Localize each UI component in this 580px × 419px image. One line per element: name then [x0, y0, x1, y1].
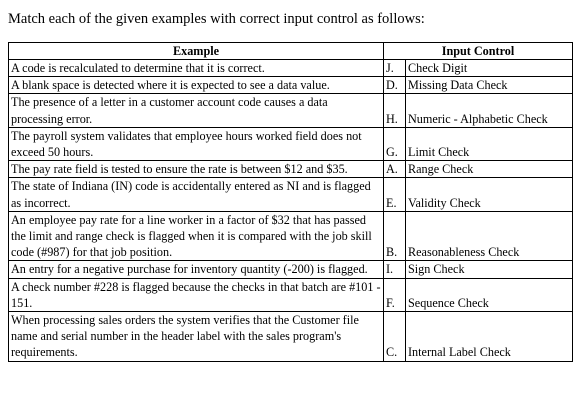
example-cell: An entry for a negative purchase for inventory quantity (-200) is flagged.	[9, 261, 384, 278]
answer-letter: J.	[384, 60, 406, 77]
table-row	[9, 261, 573, 278]
answer-letter: H.	[384, 94, 406, 127]
input-control-cell: Missing Data Check	[406, 77, 573, 94]
answer-letter: G.	[384, 127, 406, 160]
table-row	[9, 211, 573, 261]
header-example: Example	[9, 43, 384, 60]
answer-letter: B.	[384, 211, 406, 261]
input-control-cell: Range Check	[406, 161, 573, 178]
answer-letter: A.	[384, 161, 406, 178]
table-row	[9, 127, 573, 160]
matching-table	[8, 42, 573, 362]
example-cell: A code is recalculated to determine that it is correct.	[9, 60, 384, 77]
example-cell: The state of Indiana (IN) code is accidentally entered as NI and is flagged as incorrect.	[9, 178, 384, 211]
input-control-cell: Validity Check	[406, 178, 573, 211]
question-text: Match each of the given examples with correct input control as follows:	[8, 11, 425, 27]
example-cell: The pay rate field is tested to ensure the rate is between $12 and $35.	[9, 161, 384, 178]
header-input-control: Input Control	[384, 43, 573, 60]
example-cell: The payroll system validates that employee hours worked field does not exceed 50 hours.	[9, 127, 384, 160]
table-row	[9, 312, 573, 362]
input-control-cell: Numeric - Alphabetic Check	[406, 94, 573, 127]
example-cell: A blank space is detected where it is expected to see a data value.	[9, 77, 384, 94]
table-row	[9, 278, 573, 311]
input-control-cell: Sequence Check	[406, 278, 573, 311]
example-cell: A check number #228 is flagged because the checks in that batch are #101 - 151.	[9, 278, 384, 311]
answer-letter: I.	[384, 261, 406, 278]
answer-letter: C.	[384, 312, 406, 362]
example-cell: When processing sales orders the system verifies that the Customer file name and serial number in the header label with the sales program's requirements.	[9, 312, 384, 362]
input-control-cell: Reasonableness Check	[406, 211, 573, 261]
table-row	[9, 94, 573, 127]
example-cell: The presence of a letter in a customer account code causes a data processing error.	[9, 94, 384, 127]
input-control-cell: Internal Label Check	[406, 312, 573, 362]
answer-letter: D.	[384, 77, 406, 94]
table-row	[9, 178, 573, 211]
table-row	[9, 77, 573, 94]
example-cell: An employee pay rate for a line worker in a factor of $32 that has passed the limit and range check is flagged when it is compared with the job skill code (#987) for that job position.	[9, 211, 384, 261]
input-control-cell: Check Digit	[406, 60, 573, 77]
table-row	[9, 60, 573, 77]
input-control-cell: Limit Check	[406, 127, 573, 160]
answer-letter: F.	[384, 278, 406, 311]
answer-letter: E.	[384, 178, 406, 211]
table-header-row	[9, 43, 573, 60]
table-row	[9, 161, 573, 178]
input-control-cell: Sign Check	[406, 261, 573, 278]
